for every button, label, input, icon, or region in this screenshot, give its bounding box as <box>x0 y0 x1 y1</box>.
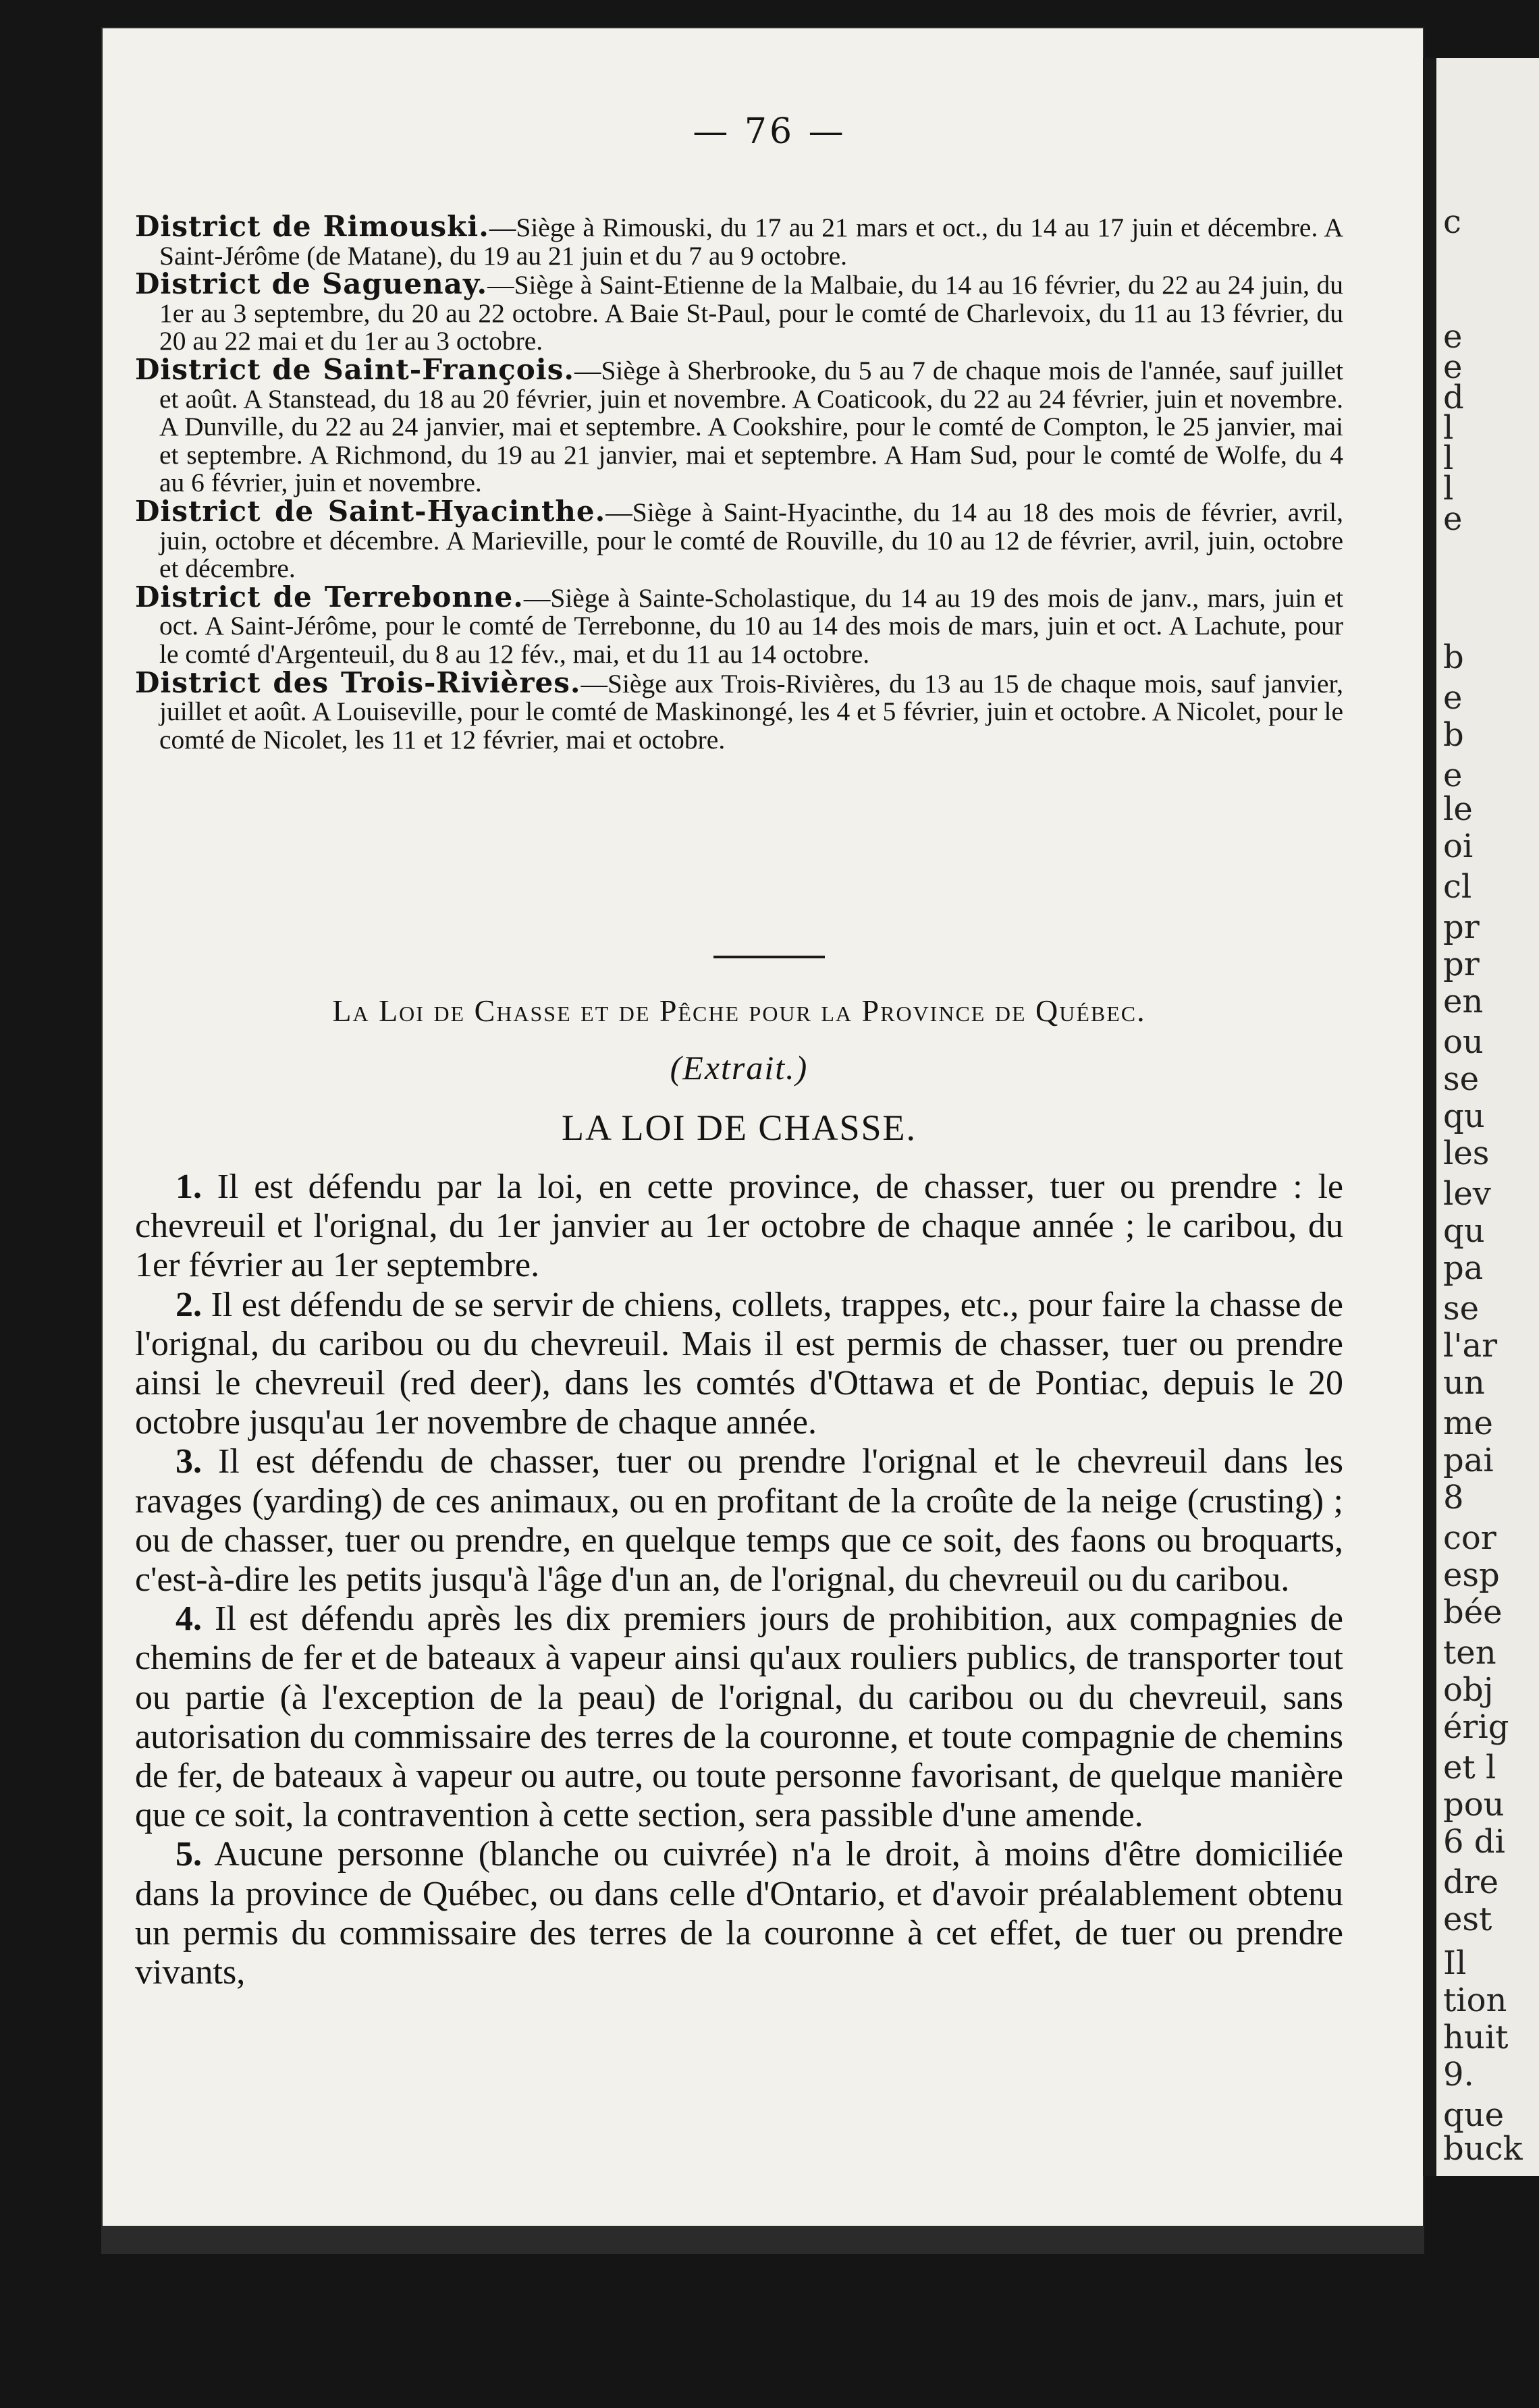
facing-page-fragment: pr <box>1443 908 1480 946</box>
facing-page-fragment: lev <box>1443 1175 1491 1213</box>
facing-page-fragment: qu <box>1443 1212 1485 1250</box>
facing-page-fragment: l <box>1443 409 1454 447</box>
facing-page-fragment: e <box>1443 500 1463 538</box>
law-articles <box>135 1168 1343 1992</box>
facing-page-fragment: pai <box>1443 1442 1494 1479</box>
extract-label: (Extrait.) <box>670 1049 809 1087</box>
facing-page-fragment: est <box>1443 1900 1492 1938</box>
facing-page-fragment: pou <box>1443 1786 1505 1824</box>
facing-page-fragment: ten <box>1443 1634 1496 1672</box>
page-number: — 76 — <box>693 111 846 152</box>
facing-page-fragment: érig <box>1443 1708 1509 1746</box>
facing-page-fragment: l <box>1443 439 1454 477</box>
facing-page-fragment: b <box>1443 716 1464 754</box>
facing-page-fragment: Il <box>1443 1944 1467 1982</box>
facing-page-fragment: 6 di <box>1443 1823 1505 1861</box>
facing-page-fragment: pr <box>1443 946 1480 983</box>
article-1: 1. Il est défendu par la loi, en cette province, de chasser, tuer ou prendre : le chevreuil et l'orignal, du 1er janvier au 1er octobre de chaque année ; le caribou, du 1er février au 1er septembre. <box>135 1168 1343 1285</box>
facing-page-fragment: e <box>1443 348 1463 386</box>
facing-page-fragment: en <box>1443 983 1484 1020</box>
gutter-shadow <box>1423 58 1436 2176</box>
district-entry: District de Rimouski.—Siège à Rimouski, du 17 au 21 mars et oct., du 14 au 17 juin et décembre. A Saint-Jérôme (de Matane), du 19 au 21 juin et du 7 au 9 octobre. <box>135 210 1343 271</box>
article-5: 5. Aucune personne (blanche ou cuivrée) n'a le droit, à moins d'être domiciliée dans la province de Québec, ou dans celle d'Ontario, et d'avoir préalablement obtenu un permis du commissaire des terres de la couronne à cet effet, de tuer ou prendre vivants, <box>135 1835 1343 1992</box>
facing-page-fragment: c <box>1443 203 1461 241</box>
district-entry: District de Terrebonne.—Siège à Sainte-Scholastique, du 14 au 19 des mois de janv., mars, juin et oct. A Saint-Jérôme, pour le comté de Terrebonne, du 10 au 14 des mois de mars, juin et oct. A Lachute, pour le comté d'Argenteuil, du 8 au 12 fév., mai, et du 11 au 14 octobre. <box>135 580 1343 669</box>
facing-page-fragment: cor <box>1443 1519 1496 1557</box>
article-4: 4. Il est défendu après les dix premiers jours de prohibition, aux compagnies de chemins de fer et de bateaux à vapeur ainsi qu'aux rouliers publics, de transporter tout ou partie (à l'exception de la peau) de l'orignal, du caribou ou du chevreuil, sans autorisation du commissaire des terres de la couronne, et toute compagnie de chemins de fer, de bateaux à vapeur ou autre, ou toute personne favorisant, de quelque manière que ce soit, la contravention à cette section, sera passible d'une amende. <box>135 1599 1343 1835</box>
facing-page-fragment: b <box>1443 638 1464 676</box>
facing-page-fragment: dre <box>1443 1863 1499 1901</box>
facing-page-fragment: obj <box>1443 1671 1494 1709</box>
article-3: 3. Il est défendu de chasser, tuer ou prendre l'orignal et le chevreuil dans les ravages (yarding) de ces animaux, ou en profitant de la croûte de la neige (crusting) ; ou de chasser, tuer ou prendre, en quelque temps que ce soit, des faons ou broquarts, c'est-à-dire les petits jusqu'à l'âge d'un an, de l'orignal, du chevreuil ou du caribou. <box>135 1442 1343 1599</box>
district-entry: District de Saint-Hyacinthe.—Siège à Saint-Hyacinthe, du 14 au 18 des mois de février, avril, juin, octobre et décembre. A Marieville, pour le comté de Rouville, du 10 au 12 de février, avril, juin, octobre et décembre. <box>135 494 1343 584</box>
facing-page-fragment: le <box>1443 790 1473 828</box>
facing-page-fragment: 8 <box>1443 1479 1464 1516</box>
facing-page-fragment: l'ar <box>1443 1327 1498 1365</box>
facing-page-fragment: buck <box>1443 2130 1523 2168</box>
district-entry: District de Saguenay.—Siège à Saint-Etienne de la Malbaie, du 14 au 16 février, du 22 au 24 juin, du 1er au 3 septembre, du 20 au 22 octobre. A Baie St-Paul, pour le comté de Charlevoix, du 11 au 13 février, du 20 au 22 mai et du 1er au 3 octobre. <box>135 267 1343 356</box>
facing-page-fragment: un <box>1443 1364 1485 1402</box>
facing-page-fragment: qu <box>1443 1097 1485 1135</box>
law-title: La Loi de Chasse et de Pêche pour la Province de Québec. <box>332 993 1146 1028</box>
facing-page-fragment: se <box>1443 1060 1480 1098</box>
facing-page-edge <box>1423 58 1539 2176</box>
district-entry: District des Trois-Rivières.—Siège aux Trois-Rivières, du 13 au 15 de chaque mois, sauf janvier, juillet et août. A Louiseville, pour le comté de Maskinongé, les 4 et 5 février, juin et octobre. A Nicolet, pour le comté de Nicolet, les 11 et 12 février, mai et octobre. <box>135 665 1343 755</box>
facing-page-fragment: bée <box>1443 1593 1503 1631</box>
facing-page-fragment: e <box>1443 679 1463 717</box>
facing-page-fragment: oi <box>1443 827 1474 865</box>
facing-page-fragment: se <box>1443 1290 1480 1328</box>
facing-page-fragment: e <box>1443 757 1463 794</box>
section-divider <box>713 956 825 958</box>
section-heading: LA LOI DE CHASSE. <box>561 1107 917 1148</box>
page-bottom-edge <box>101 2227 1424 2254</box>
district-entry: District de Saint-François.—Siège à Sherbrooke, du 5 au 7 de chaque mois de l'année, sauf juillet et août. A Stanstead, du 18 au 20 février, juin et novembre. A Coaticook, du 22 au 24 février, juin et novembre. A Dunville, du 22 au 24 janvier, mai et septembre. A Cookshire, pour le comté de Compton, le 25 janvier, mai et septembre. A Richmond, du 19 au 21 janvier, mai et septembre. A Ham Sud, pour le comté de Wolfe, du 4 au 6 février, juin et novembre. <box>135 352 1343 498</box>
facing-page-fragment: d <box>1443 379 1464 416</box>
facing-page-fragment: e <box>1443 318 1463 356</box>
facing-page-fragment: tion <box>1443 1981 1507 2019</box>
article-2: 2. Il est défendu de se servir de chiens, collets, trappes, etc., pour faire la chasse de l'orignal, du caribou ou du chevreuil. Mais il est permis de chasser, tuer ou prendre ainsi le chevreuil (red deer), dans les comtés d'Ottawa et de Pontiac, depuis le 20 octobre jusqu'au 1er novembre de chaque année. <box>135 1285 1344 1442</box>
facing-page-fragment: me <box>1443 1404 1493 1442</box>
facing-page-fragment: et l <box>1443 1749 1496 1786</box>
facing-page-fragment: huit <box>1443 2019 1509 2056</box>
facing-page-fragment: l <box>1443 470 1454 508</box>
facing-page-fragment: 9. <box>1443 2056 1474 2094</box>
facing-page-fragment: ou <box>1443 1023 1484 1061</box>
facing-page-fragment: que <box>1443 2096 1505 2134</box>
facing-page-fragment: pa <box>1443 1249 1484 1287</box>
facing-page-fragment: les <box>1443 1134 1490 1172</box>
facing-page-fragment: cl <box>1443 868 1472 906</box>
court-districts-list <box>135 210 1343 755</box>
facing-page-fragment: esp <box>1443 1556 1500 1594</box>
